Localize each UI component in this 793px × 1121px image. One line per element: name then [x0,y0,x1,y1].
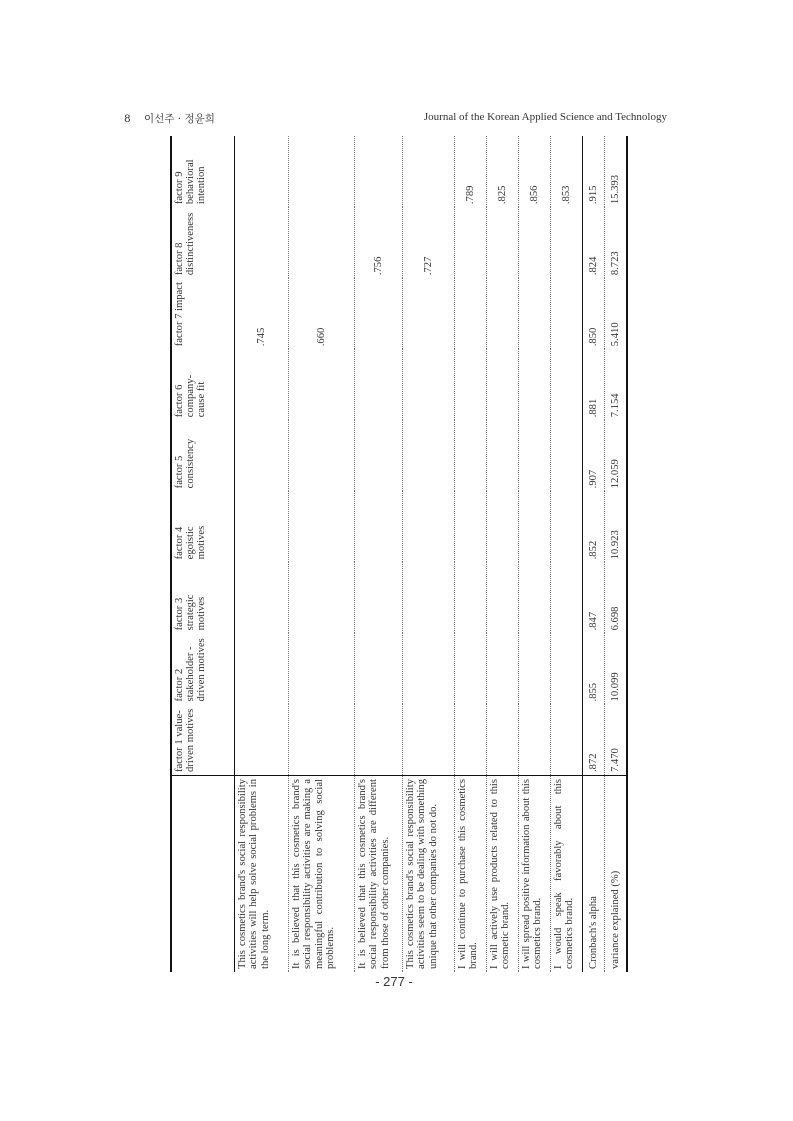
variance-value: 8.723 [605,207,627,278]
header-item-cell [171,776,235,973]
variance-value: 12.059 [605,420,627,491]
loading-value: .825 [487,136,519,207]
loading-value: .660 [289,278,355,349]
table-row [289,136,355,972]
header-factor-5: factor 5 consistency [171,420,235,491]
item-label: I will continue to purchase this cosmetics brand. [455,776,487,973]
header-factor-1: factor 1 value-driven motives [171,704,235,775]
variance-value: 6.698 [605,562,627,633]
cronbach-value: .850 [583,278,605,349]
cronbach-value: .872 [583,704,605,775]
table-row [551,136,583,972]
variance-value: 15.393 [605,136,627,207]
rotated-table-container [170,136,621,972]
table-row [355,136,403,972]
table-row [403,136,455,972]
author-names: 이선주 · 정윤희 [144,113,215,125]
cronbach-value: .907 [583,420,605,491]
running-header-left [124,111,215,126]
factor-analysis-table [170,136,628,972]
cronbach-value: .915 [583,136,605,207]
loading-value: .745 [235,278,289,349]
cronbach-value: .847 [583,562,605,633]
variance-value: 5.410 [605,278,627,349]
variance-value: 7.154 [605,349,627,420]
item-label: I will actively use products related to this cosmetic brand. [487,776,519,973]
loading-value: .727 [403,207,455,278]
cronbach-value: .852 [583,491,605,562]
item-label: It is believed that this cosmetics brand's social responsibility activities are different from those of other companies. [355,776,403,973]
header-factor-7: factor 7 impact [171,278,235,349]
cronbach-value: .824 [583,207,605,278]
header-factor-3: factor 3 strategic motives [171,562,235,633]
loading-value: .853 [551,136,583,207]
variance-label: variance explained (%) [605,776,627,973]
item-label: This cosmetics brand's social responsibility activities will help solve social problems in the long term. [235,776,289,973]
cronbach-value: .855 [583,633,605,704]
variance-value: 10.099 [605,633,627,704]
page-footer-number: - 277 - [375,974,413,989]
table-row [487,136,519,972]
item-label: I would speak favorably about this cosmetics brand. [551,776,583,973]
journal-title: Journal of the Korean Applied Science and Technology [423,111,667,123]
header-factor-2: factor 2 stakeholder -driven motives [171,633,235,704]
loading-value: .856 [519,136,551,207]
variance-value: 10.923 [605,491,627,562]
item-label: This cosmetics brand's social responsibility activities seem to be dealing with something unique that other companies do not do. [403,776,455,973]
loading-value: .789 [455,136,487,207]
table-row [455,136,487,972]
header-factor-8: factor 8 distinctiveness [171,207,235,278]
item-label: I will spread positive information about this cosmetics brand. [519,776,551,973]
loading-value: .756 [355,207,403,278]
header-factor-4: factor 4 egoistic motives [171,491,235,562]
cronbach-label: Cronbach's alpha [583,776,605,973]
item-label: It is believed that this cosmetics brand's social responsibility activities are making a meaningful contribution to solving social problems. [289,776,355,973]
header-factor-9: factor 9 behavioral intention [171,136,235,207]
cronbach-value: .881 [583,349,605,420]
table-row [235,136,289,972]
variance-value: 7.470 [605,704,627,775]
header-factor-6: factor 6 company-cause fit [171,349,235,420]
cronbach-row [583,136,605,972]
page-number: 8 [124,113,131,125]
table-row [519,136,551,972]
table-header-row [171,136,235,972]
variance-row [605,136,627,972]
